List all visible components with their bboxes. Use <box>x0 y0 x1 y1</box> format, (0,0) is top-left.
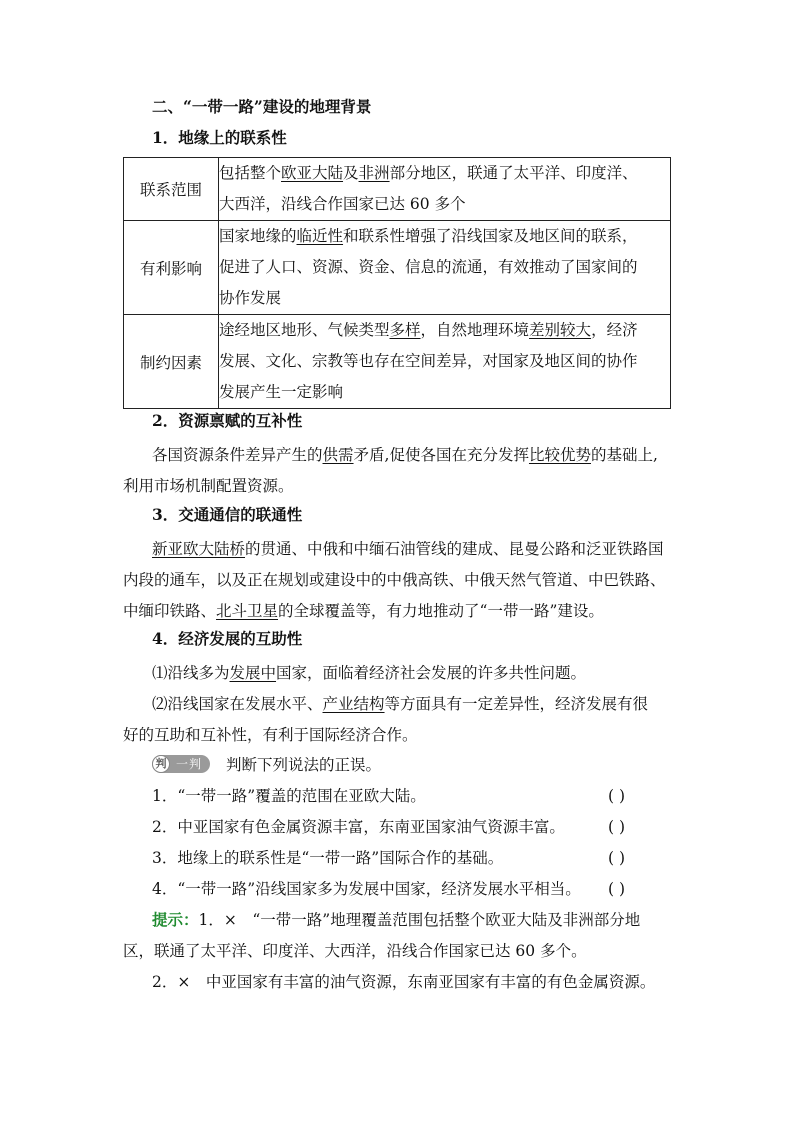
text-segment: ⑴沿线多为 <box>152 664 230 682</box>
judge-badge-text: 一判 <box>176 757 203 771</box>
geo-connection-table <box>123 157 671 409</box>
text-segment: 及 <box>343 164 359 182</box>
judge-intro: 判断下列说法的正误。 <box>226 756 382 774</box>
key-term: 比较优势 <box>528 446 591 464</box>
hint-label: 提示： <box>152 910 199 929</box>
table-row <box>124 221 671 315</box>
text-segment: ⑵沿线国家在发展水平、 <box>152 695 323 713</box>
text-segment: 部分地区，联通了太平洋、印度洋、 <box>389 164 638 182</box>
text-line <box>123 596 666 627</box>
answer-paren-3[interactable]: ( ) <box>608 849 626 867</box>
text-segment: 和联系性增强了沿线国家及地区间的联系， <box>343 227 638 245</box>
text-segment: 等方面具有一定差异性，经济发展有很 <box>384 695 649 713</box>
hint-2-text: 2．× 中亚国家有丰富的油气资源，东南亚国家有丰富的有色金属资源。 <box>152 973 656 991</box>
text-line <box>123 440 658 471</box>
text-line <box>219 315 670 346</box>
text-line <box>219 377 670 408</box>
text-segment: 途经地区地形、气候类型 <box>219 321 390 339</box>
heading-resource-complementarity: 2．资源禀赋的互补性 <box>152 411 303 430</box>
text-segment: 促进了人口、资源、资金、信息的流通，有效推动了国家间的 <box>219 258 638 276</box>
text-line <box>123 471 658 502</box>
key-term: 多样 <box>389 321 421 339</box>
key-term: 非洲 <box>358 164 390 182</box>
heading-geo-connection: 1．地缘上的联系性 <box>152 128 287 147</box>
key-term: 产业结构 <box>322 695 385 713</box>
text-segment: 国家地缘的 <box>219 227 297 245</box>
text-segment: 协作发展 <box>219 289 282 307</box>
heading-transport-connectivity: 3．交通通信的联通性 <box>152 505 303 524</box>
text-line <box>123 720 648 751</box>
key-term: 供需 <box>322 446 354 464</box>
text-line <box>219 252 670 283</box>
paragraph-economy <box>123 658 648 751</box>
row-label: 有利影响 <box>124 221 219 315</box>
text-line <box>123 658 648 689</box>
judge-item-3: 3．地缘上的联系性是“一带一路”国际合作的基础。 <box>152 849 504 867</box>
text-segment: 好的互助和互补性，有利于国际经济合作。 <box>123 726 418 744</box>
row-content <box>219 315 671 409</box>
answer-paren-1[interactable]: ( ) <box>608 787 626 805</box>
key-term: 新亚欧大陆桥 <box>152 540 246 558</box>
text-segment: 发展、文化、宗教等也存在空间差异，对国家及地区间的协作 <box>219 352 638 370</box>
answer-paren-4[interactable]: ( ) <box>608 880 626 898</box>
text-line <box>219 346 670 377</box>
key-term: 北斗卫星 <box>216 602 279 620</box>
text-line <box>123 565 666 596</box>
paragraph-resources <box>123 440 658 502</box>
row-label: 联系范围 <box>124 158 219 221</box>
paragraph-transport <box>123 534 666 627</box>
hint-1-text-b: 区，联通了太平洋、印度洋、大西洋，沿线合作国家已达 60 多个。 <box>123 942 587 960</box>
row-content <box>219 221 671 315</box>
text-segment: 发展产生一定影响 <box>219 383 344 401</box>
text-segment: 中缅印铁路、 <box>123 602 217 620</box>
key-term: 临近性 <box>296 227 344 245</box>
judge-badge-char: 判 <box>152 755 170 773</box>
hint-1-text-a: 1．× “一带一路”地理覆盖范围包括整个欧亚大陆及非洲部分地 <box>198 911 641 929</box>
text-line <box>123 689 648 720</box>
text-line <box>219 283 670 314</box>
text-line <box>219 158 670 189</box>
table-row <box>124 158 671 221</box>
text-segment: 大西洋，沿线合作国家已达 60 多个 <box>219 195 466 213</box>
text-segment: 国家，面临着经济社会发展的许多共性问题。 <box>276 664 587 682</box>
text-segment: 内段的通车，以及正在规划或建设中的中俄高铁、中俄天然气管道、中巴铁路、 <box>123 571 666 589</box>
judge-item-2: 2．中亚国家有色金属资源丰富，东南亚国家油气资源丰富。 <box>152 818 565 836</box>
hint-line-1 <box>152 909 640 931</box>
key-term: 欧亚大陆 <box>281 164 344 182</box>
text-segment: 各国资源条件差异产生的 <box>152 446 323 464</box>
section-title: 二、“一带一路”建设的地理背景 <box>152 97 372 116</box>
text-segment: 的基础上, <box>590 446 658 464</box>
text-segment: ，自然地理环境 <box>420 321 530 339</box>
judge-item-4: 4．“一带一路”沿线国家多为发展中国家，经济发展水平相当。 <box>152 880 581 898</box>
text-segment: 的全球覆盖等，有力地推动了“一带一路”建设。 <box>278 602 604 620</box>
heading-economic-mutual-aid: 4．经济发展的互助性 <box>152 629 303 648</box>
row-content <box>219 158 671 221</box>
key-term: 发展中 <box>229 664 277 682</box>
text-line <box>123 534 666 565</box>
judge-item-1: 1．“一带一路”覆盖的范围在亚欧大陆。 <box>152 787 426 805</box>
text-segment: ，经济 <box>591 321 638 339</box>
row-label: 制约因素 <box>124 315 219 409</box>
table-row <box>124 315 671 409</box>
text-segment: 包括整个 <box>219 164 282 182</box>
answer-paren-2[interactable]: ( ) <box>608 818 626 836</box>
text-segment: 利用市场机制配置资源。 <box>123 477 294 495</box>
text-segment: 矛盾,促使各国在充分发挥 <box>353 446 529 464</box>
judge-badge <box>152 755 210 773</box>
text-line <box>219 221 670 252</box>
text-segment: 的贯通、中俄和中缅石油管线的建成、昆曼公路和泛亚铁路国 <box>245 540 664 558</box>
text-line <box>219 189 670 220</box>
key-term: 差别较大 <box>529 321 592 339</box>
